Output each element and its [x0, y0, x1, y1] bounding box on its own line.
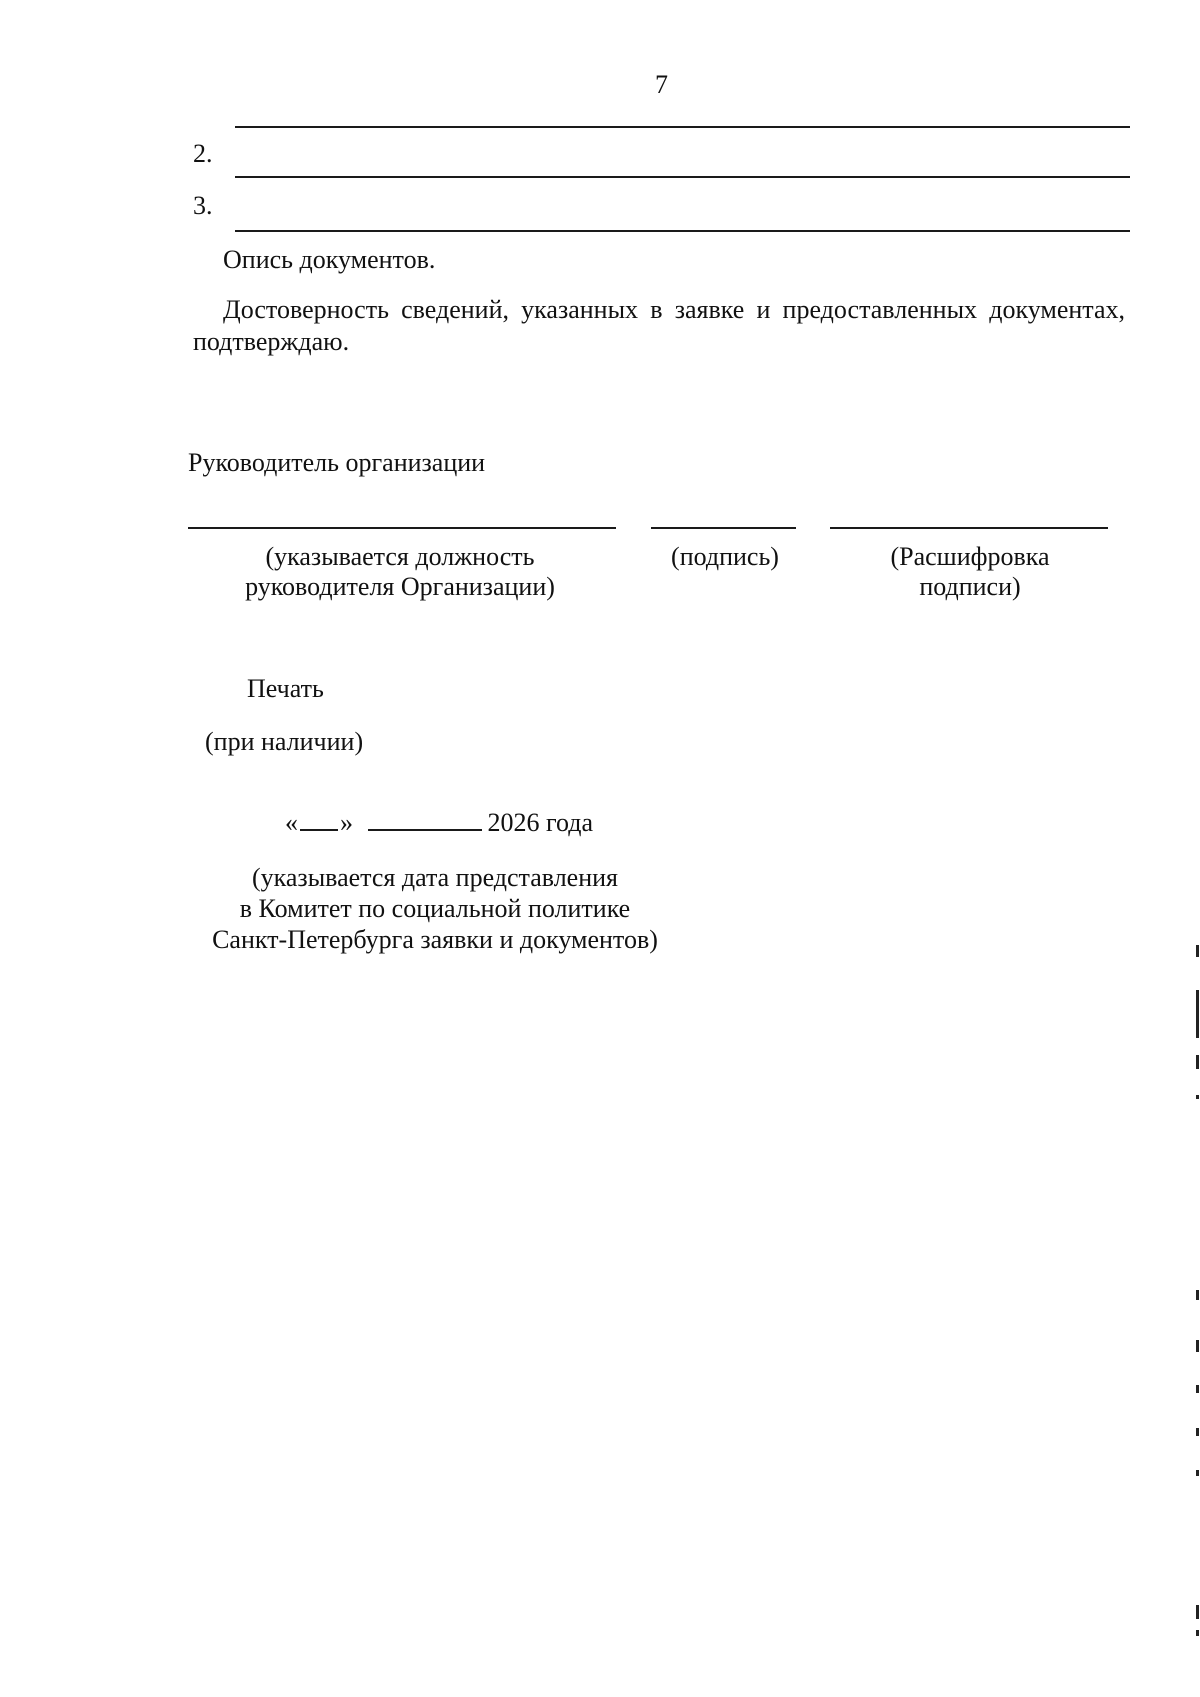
blank-line-1	[235, 126, 1130, 128]
scan-edge-mark	[1196, 1340, 1199, 1352]
scan-edge-mark	[1196, 1470, 1199, 1476]
day-blank	[300, 811, 338, 831]
list-item-number-2: 2.	[193, 139, 213, 168]
scan-edge-mark	[1196, 1605, 1199, 1619]
scan-edge-mark	[1196, 1385, 1199, 1393]
decode-caption	[850, 542, 1090, 602]
decode-caption-line-2: подписи)	[919, 572, 1021, 601]
page-number: 7	[655, 70, 668, 99]
seal-label: Печать	[247, 674, 324, 703]
date-close-quote: »	[340, 808, 353, 837]
decode-line	[830, 527, 1108, 529]
signature-caption: (подпись)	[671, 542, 779, 571]
head-label: Руководитель организации	[188, 448, 486, 477]
date-year-text: 2026 года	[487, 808, 594, 837]
scan-edge-mark	[1196, 1630, 1199, 1636]
date-open-quote: «	[285, 808, 298, 837]
date-caption-line-3: Санкт-Петербурга заявки и документов)	[212, 925, 658, 954]
scan-edge-mark	[1196, 1290, 1199, 1300]
date-line	[285, 808, 593, 838]
position-caption	[200, 542, 600, 602]
scan-edge-mark	[1196, 990, 1199, 1038]
scan-edge-mark	[1196, 1095, 1199, 1099]
seal-note: (при наличии)	[205, 727, 364, 756]
date-caption	[190, 862, 680, 955]
blank-line-3	[235, 230, 1130, 232]
blank-line-2	[235, 176, 1130, 178]
position-caption-line-1: (указывается должность	[265, 542, 535, 571]
decode-caption-line-1: (Расшифровка	[890, 542, 1050, 571]
position-caption-line-2: руководителя Организации)	[245, 572, 555, 601]
list-item-number-3: 3.	[193, 191, 213, 220]
date-caption-line-2: в Комитет по социальной политике	[239, 894, 631, 923]
signature-line	[651, 527, 796, 529]
scan-edge-mark	[1196, 945, 1199, 957]
scan-edge-mark	[1196, 1055, 1199, 1069]
inventory-text: Опись документов.	[223, 245, 436, 274]
date-caption-line-1: (указывается дата представления	[251, 863, 619, 892]
month-blank	[368, 811, 482, 831]
confirmation-paragraph: Достоверность сведений, указанных в заявке и предоставленных документах, подтверждаю.	[193, 295, 1125, 356]
position-line	[188, 527, 616, 529]
scan-edge-mark	[1196, 1428, 1199, 1436]
